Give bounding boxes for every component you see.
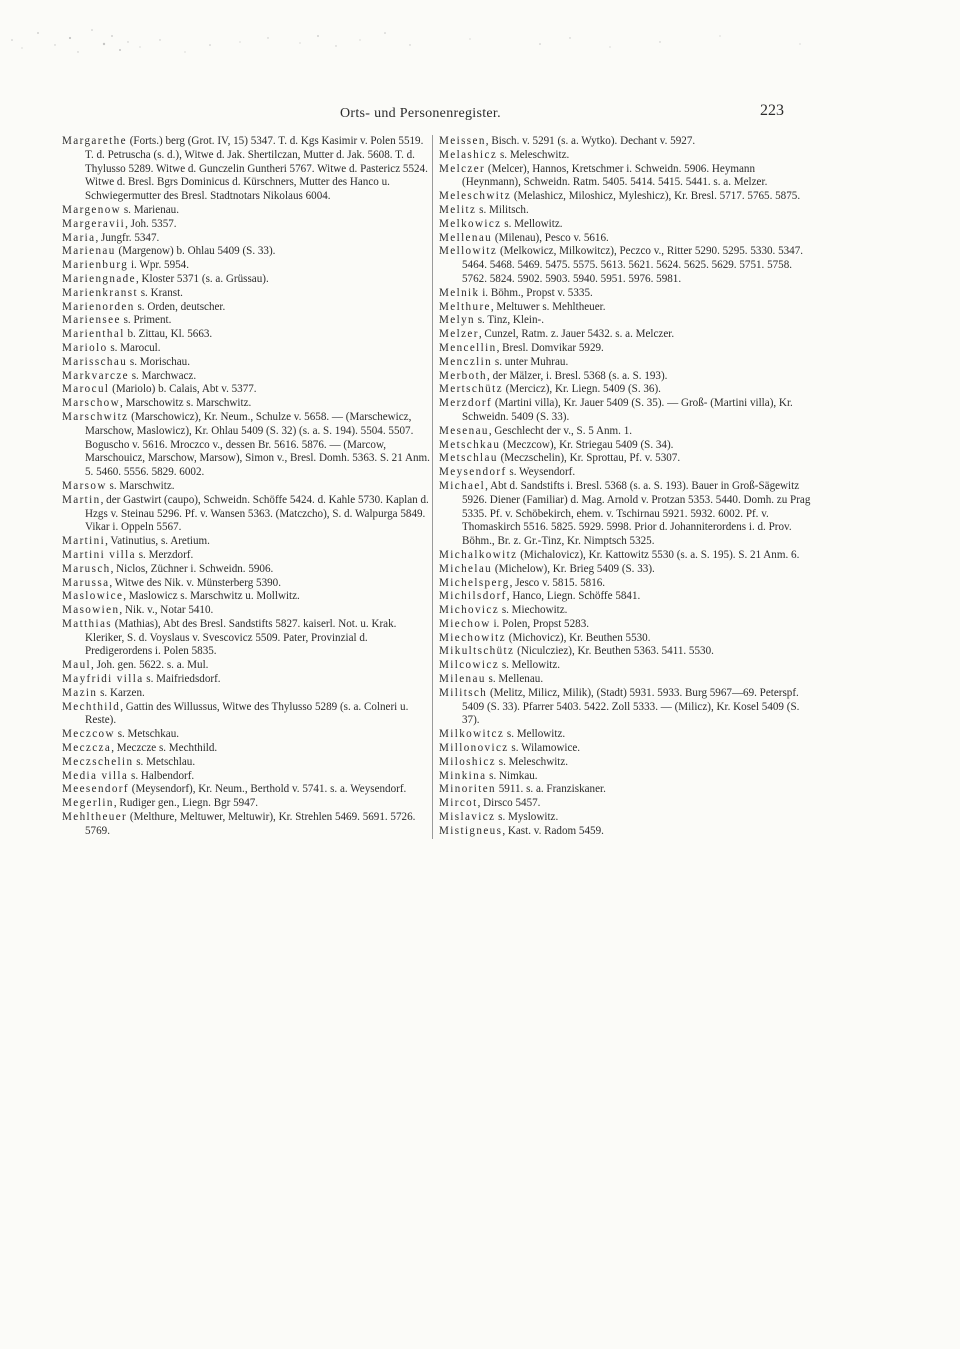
entry-headword: Michilsdorf [439, 590, 507, 603]
register-entry [439, 742, 814, 756]
entry-text: (Michelow), Kr. Brieg 5409 (S. 33). [492, 562, 655, 575]
entry-text: , Witwe des Nik. v. Münsterberg 5390. [109, 576, 281, 589]
register-entry [439, 342, 814, 356]
entry-headword: Michalkowitz [439, 548, 518, 561]
register-entry [439, 149, 814, 163]
entry-headword: Michelsperg [439, 576, 510, 589]
entry-text: , Maslowicz s. Marschwitz u. Mollwitz. [123, 590, 300, 603]
register-entry [439, 425, 814, 439]
entry-text: s. Nimkau. [486, 769, 538, 782]
entry-headword: Marocul [62, 383, 110, 396]
entry-text: s. Orden, deutscher. [134, 300, 226, 313]
entry-text: , Marschowitz s. Marschwitz. [120, 397, 252, 410]
register-entry [439, 397, 814, 425]
register-entry [62, 370, 434, 384]
register-entry [62, 811, 434, 839]
register-entry [439, 797, 814, 811]
register-entry [62, 577, 434, 591]
entry-text: 5911. s. a. Franziskaner. [495, 783, 606, 796]
entry-headword: Michelau [439, 562, 493, 575]
entry-text: s. Halbendorf. [128, 769, 195, 782]
register-entry [62, 687, 434, 701]
register-entry [62, 549, 434, 563]
entry-text: s. Kranst. [137, 286, 183, 299]
entry-headword: Meczschelin [62, 755, 134, 768]
entry-headword: Michael [439, 479, 486, 492]
entry-text: , Meltuwer s. Mehltheuer. [490, 300, 606, 313]
entry-headword: Margarethe [62, 135, 127, 147]
running-title: Orts- und Personenregister. [340, 106, 501, 121]
entry-headword: Mesenau [439, 424, 489, 437]
register-entry [62, 728, 434, 742]
register-entry [439, 770, 814, 784]
entry-headword: Meleschwitz [439, 190, 512, 203]
page-header [0, 102, 960, 128]
entry-text: (Michalovicz), Kr. Kattowitz 5530 (s. a. S. 195). S. 21 Anm. 6. [517, 548, 800, 561]
register-entry [439, 163, 814, 191]
register-entry [62, 314, 434, 328]
entry-text: , der Gastwirt (caupo), Schweidn. Schöffe 5424. d. Kahle 5730. Kaplan d. Hzgs v. Steinau 5296. Pf. v. Wansen 5363. (Matczcho), S. d. Walpurga 5849. Vikar i. Oppeln 5567. [85, 493, 429, 534]
entry-text: (Meysendorf), Kr. Neum., Berthold v. 5741. s. a. Weysendorf. [128, 783, 407, 796]
entry-headword: Melitz [439, 203, 477, 216]
register-entry [62, 563, 434, 577]
entry-headword: Mariolo [62, 341, 108, 354]
register-entry [62, 287, 434, 301]
entry-headword: Melczer [439, 162, 486, 175]
register-entry [62, 618, 434, 659]
register-entry [62, 245, 434, 259]
entry-headword: Milkowitcz [439, 728, 505, 741]
entry-headword: Marienthal [62, 328, 125, 341]
entry-text: (Meczcow), Kr. Striegau 5409 (S. 34). [500, 438, 674, 451]
register-entry [62, 218, 434, 232]
entry-text: , Vatinutius, s. Aretium. [105, 535, 210, 548]
entry-headword: Michovicz [439, 604, 500, 617]
page-number: 223 [760, 102, 784, 119]
entry-text: (Meczschelin), Kr. Sprottau, Pf. v. 5307. [497, 452, 681, 465]
register-entry [62, 756, 434, 770]
register-entry [62, 604, 434, 618]
entry-text: s. Tinz, Klein-. [474, 314, 545, 327]
entry-text: s. Mellowitz. [499, 659, 561, 672]
entry-text: , Cunzel, Ratm. z. Jauer 5432. s. a. Melczer. [478, 328, 675, 341]
entry-text: , Gattin des Willussus, Witwe des Thylusso 5289 (s. a. Colneri u. Reste). [85, 700, 409, 727]
entry-headword: Margenow [62, 203, 122, 216]
entry-text: , Geschlecht der v., S. 5 Anm. 1. [488, 424, 633, 437]
register-entry [439, 645, 814, 659]
entry-headword: Melyn [439, 314, 475, 327]
entry-headword: Melthure [439, 300, 491, 313]
entry-text: s. Mellowitz. [504, 728, 566, 741]
entry-text: s. Miechowitz. [499, 604, 568, 617]
entry-text: (Michovicz), Kr. Beuthen 5530. [506, 631, 651, 644]
entry-text: (Melthure, Meltuwer, Meltuwir), Kr. Strehlen 5469. 5691. 5726. 5769. [85, 811, 416, 837]
entry-text: (Milenau), Pesco v. 5616. [492, 231, 609, 244]
entry-text: s. Karzen. [97, 686, 145, 699]
register-entry [439, 356, 814, 370]
entry-headword: Marussa [62, 576, 110, 589]
register-entry [62, 135, 434, 204]
entry-text: , Joh. 5357. [125, 217, 177, 230]
register-entry [62, 770, 434, 784]
entry-text: s. Mellowitz. [501, 217, 563, 230]
entry-text: i. Böhm., Propst v. 5335. [479, 286, 593, 299]
register-entry [62, 783, 434, 797]
entry-text: i. Wpr. 5954. [128, 259, 189, 272]
entry-headword: Mircot [439, 797, 478, 810]
entry-headword: Melnik [439, 286, 480, 299]
entry-headword: Merzdorf [439, 397, 493, 410]
register-entry [439, 439, 814, 453]
register-entry [439, 687, 814, 728]
register-entry [439, 245, 814, 286]
register-entry [439, 135, 814, 149]
entry-text: , Joh. gen. 5622. s. a. Mul. [91, 659, 209, 672]
entry-headword: Miechow [439, 617, 491, 630]
register-entry [439, 590, 814, 604]
entry-headword: Meczcza [62, 742, 112, 755]
entry-headword: Meysendorf [439, 466, 507, 479]
entry-text: s. Marienau. [121, 203, 179, 216]
entry-text: , Dirsco 5457. [477, 797, 541, 810]
entry-text: , Bresl. Domvikar 5929. [496, 341, 604, 354]
register-entry [62, 356, 434, 370]
entry-headword: Mehltheuer [62, 811, 128, 824]
register-entry [439, 659, 814, 673]
entry-text: (Mariolo) b. Calais, Abt v. 5377. [109, 383, 257, 396]
register-entry [62, 535, 434, 549]
entry-headword: Masowien [62, 604, 120, 617]
entry-headword: Melashicz [439, 148, 498, 161]
entry-headword: Mellowitz [439, 245, 498, 258]
entry-text: s. Weysendorf. [506, 466, 576, 479]
entry-headword: Miechowitz [439, 631, 506, 644]
register-entry [62, 411, 434, 480]
entry-headword: Marisschau [62, 355, 128, 368]
entry-headword: Martin [62, 493, 101, 506]
entry-text: (Niculcziez), Kr. Beuthen 5363. 5411. 5530. [514, 645, 714, 658]
register-entry [439, 301, 814, 315]
entry-text: , Kast. v. Radom 5459. [502, 824, 604, 837]
register-entry [439, 466, 814, 480]
register-entry [62, 797, 434, 811]
entry-headword: Minoriten [439, 783, 496, 796]
entry-headword: Milenau [439, 673, 486, 686]
register-entry [439, 563, 814, 577]
register-entry [62, 204, 434, 218]
register-entry [62, 259, 434, 273]
register-entry [439, 783, 814, 797]
register-entry [62, 590, 434, 604]
register-entry [439, 232, 814, 246]
register-entry [439, 728, 814, 742]
register-entry [439, 632, 814, 646]
entry-text: i. Polen, Propst 5283. [490, 617, 590, 630]
register-entry [439, 370, 814, 384]
register-entry [439, 204, 814, 218]
register-entry [439, 549, 814, 563]
entry-headword: Margeravii [62, 217, 126, 230]
register-entry [439, 825, 814, 839]
entry-text: s. Marchwacz. [128, 369, 197, 382]
entry-headword: Matthias [62, 617, 113, 630]
register-entry [439, 604, 814, 618]
entry-headword: Menczlin [439, 355, 493, 368]
register-entry [62, 397, 434, 411]
entry-text: (Melitz, Milicz, Milik), (Stadt) 5931. 5933. Burg 5967—69. Peterspf. 5409 (S. 33). Pfarrer 5403. 5422. Zoll 5333. — (Milicz), Kr. Kosel 5409 (S. 37). [462, 686, 800, 727]
entry-headword: Mariengnade [62, 272, 136, 285]
entry-headword: Megerlin [62, 797, 114, 810]
scan-noise-speckles [0, 0, 960, 70]
register-entry [439, 452, 814, 466]
register-entry [439, 218, 814, 232]
entry-headword: Media villa [62, 769, 129, 782]
entry-text: s. Wilamowice. [508, 742, 581, 755]
entry-text: s. unter Muhrau. [492, 355, 569, 368]
entry-headword: Marschow [62, 397, 121, 410]
entry-text: s. Militsch. [476, 203, 529, 216]
entry-headword: Meissen [439, 135, 486, 147]
entry-text: s. Merzdorf. [135, 548, 194, 561]
entry-headword: Mayfridi villa [62, 673, 144, 686]
entry-headword: Martini [62, 535, 106, 548]
entry-text: , Abt d. Sandstifts i. Bresl. 5368 (s. a. S. 193). Bauer in Groß-Sägewitz 5926. Diener (Familiar) d. Mag. Arnold v. Protzan 5353. 5440. Domh. zu Prag 5335. Pf. v. Schöbekirch, ehem. v. Tschirnau 5921. 5932. 6002. Pf. v. Thomaskirch 5516. 5825. 5929. 5998. Prior d. Johanniterordens i. d. Prov. Böhm., Br. z. Gr.-Tinz, Kr. Nimptsch 5325. [462, 479, 811, 548]
entry-headword: Mencellin [439, 341, 497, 354]
entry-text: s. Priment. [120, 314, 172, 327]
entry-headword: Martini villa [62, 548, 136, 561]
register-entry [439, 673, 814, 687]
entry-headword: Maria [62, 231, 96, 244]
entry-headword: Militsch [439, 686, 488, 699]
entry-headword: Mechthild [62, 700, 121, 713]
entry-text: s. Marschwitz. [106, 479, 175, 492]
entry-text: (Mercicz), Kr. Liegn. 5409 (S. 36). [502, 383, 661, 396]
entry-headword: Mistigneus [439, 824, 503, 837]
entry-headword: Maul [62, 659, 92, 672]
entry-headword: Minkina [439, 769, 487, 782]
entry-text: (Melcer), Hannos, Kretschmer i. Schweidn. 5906. Heymann (Heynmann), Schweidn. Ratm. 5405. 5414. 5415. 5441. s. a. Melzer. [462, 162, 768, 189]
entry-headword: Miloshicz [439, 755, 496, 768]
register-entry [62, 383, 434, 397]
entry-headword: Marienkranst [62, 286, 138, 299]
entry-headword: Millonovicz [439, 742, 509, 755]
entry-text: s. Metschlau. [133, 755, 196, 768]
register-entry [439, 577, 814, 591]
entry-text: (Melkowicz, Milkowitcz), Peczco v., Ritter 5290. 5295. 5330. 5347. 5464. 5468. 5469. 5475. 5575. 5613. 5621. 5624. 5625. 5629. 5751. 5758. 5762. 5824. 5902. 5903. 5940. 5951. 5976. 5981. [462, 245, 804, 285]
entry-headword: Mazin [62, 686, 98, 699]
entry-text: s. Maifriedsdorf. [143, 673, 221, 686]
register-entry [62, 494, 434, 535]
register-entry [439, 480, 814, 549]
register-entry [62, 273, 434, 287]
entry-headword: Marienau [62, 245, 116, 258]
register-entry [439, 756, 814, 770]
entry-headword: Marienorden [62, 300, 135, 313]
entry-text: , Nik. v., Notar 5410. [119, 604, 214, 617]
entry-text: , Hanco, Liegn. Schöffe 5841. [506, 590, 641, 603]
register-entry [439, 328, 814, 342]
entry-text: s. Morischau. [127, 355, 190, 368]
register-entry [439, 383, 814, 397]
entry-headword: Melzer [439, 328, 479, 341]
entry-text: s. Mellenau. [485, 673, 544, 686]
register-entry [62, 232, 434, 246]
register-entry [62, 673, 434, 687]
entry-text: s. Metschkau. [114, 728, 180, 741]
entry-headword: Mellenau [439, 231, 493, 244]
entry-text: , Meczcze s. Mechthild. [111, 742, 218, 755]
entry-text: , Niclos, Züchner i. Schweidn. 5906. [110, 562, 274, 575]
entry-headword: Marsow [62, 479, 107, 492]
register-entry [439, 618, 814, 632]
register-entry [62, 742, 434, 756]
entry-text: , Rudiger gen., Liegn. Bgr 5947. [113, 797, 259, 810]
entry-headword: Melkowicz [439, 217, 502, 230]
entry-text: (Mathias), Abt des Bresl. Sandstifts 5827. kaiserl. Not. u. Krak. Kleriker, S. d. Voyslaus v. Svescovicz 5509. Pater, Provinzial d. Predigerordens i. Polen 5835. [85, 617, 397, 658]
register-entry [62, 480, 434, 494]
entry-text: (Forts.) berg (Grot. IV, 15) 5347. T. d. Kgs Kasimir v. Polen 5519. T. d. Petruscha (s. d.), Witwe d. Jak. Shertilczan, Mutter d. Jak. 5608. T. d. Thylusso 5289. Witwe d. Gunczelin Guntheri 5767. Witwe d. Pastericz 5524. Witwe d. Bresl. Bgrs Dominicus d. Kürschners, Mutter des Hanco u. Schwiegermutter des Bresl. Stadtnotars Nikolaus 6004. [85, 135, 428, 203]
register-entry [439, 287, 814, 301]
register-entry [62, 342, 434, 356]
entry-headword: Metschlau [439, 452, 498, 465]
entry-text: s. Meleschwitz. [497, 148, 570, 161]
entry-text: , der Mälzer, i. Bresl. 5368 (s. a. S. 193). [487, 369, 668, 382]
entry-headword: Mariensee [62, 314, 121, 327]
register-entry [439, 314, 814, 328]
right-column [432, 135, 814, 839]
register-entry [62, 659, 434, 673]
entry-headword: Marusch [62, 562, 111, 575]
register-entry [62, 301, 434, 315]
entry-text: , Kloster 5371 (s. a. Grüssau). [135, 272, 269, 285]
entry-text: s. Myslowitz. [495, 811, 559, 824]
entry-headword: Mislavicz [439, 811, 496, 824]
entry-text: s. Marocul. [107, 341, 161, 354]
register-entry [439, 811, 814, 825]
entry-text: s. Meleschwitz. [495, 755, 569, 768]
entry-headword: Maslowice [62, 590, 124, 603]
entry-headword: Mikultschütz [439, 645, 515, 658]
entry-headword: Metschkau [439, 438, 501, 451]
entry-headword: Mertschütz [439, 383, 503, 396]
entry-text: b. Zittau, Kl. 5663. [124, 328, 213, 341]
entry-headword: Markvarcze [62, 369, 129, 382]
entry-headword: Marienburg [62, 259, 129, 272]
register-entry [62, 328, 434, 342]
entry-headword: Merboth [439, 369, 488, 382]
entry-text: , Bisch. v. 5291 (s. a. Wytko). Dechant v. 5927. [485, 135, 696, 147]
entry-headword: Marschwitz [62, 410, 129, 423]
register-entry [439, 190, 814, 204]
entry-headword: Meesendorf [62, 783, 129, 796]
entry-headword: Meczcow [62, 728, 115, 741]
left-column [62, 135, 434, 839]
entry-text: (Melashicz, Miloshicz, Myleshicz), Kr. Bresl. 5717. 5765. 5875. [511, 190, 801, 203]
entry-text: (Martini villa), Kr. Jauer 5409 (S. 35). — Groß- (Martini villa), Kr. Schweidn. 5409 (S. 33). [462, 397, 793, 423]
entry-headword: Milcowicz [439, 659, 500, 672]
register-entry [62, 701, 434, 729]
entry-text: , Jesco v. 5815. 5816. [509, 576, 606, 589]
entry-text: (Marschowicz), Kr. Neum., Schulze v. 5658. — (Marschewicz, Marschow, Maslowicz), Kr. Ohlau 5409 (S. 32) (s. a. S. 194). 5504. 5507. Boguscho v. 5616. Mroczco v., dessen Br. 5616. 5876. — (Marcow, Marschouicz, Marschow, Marsow), Simon v., Bresl. Domh. 5363. S. 21 Anm. 5. 5460. 5556. 5829. 6002. [85, 410, 430, 479]
entry-text: , Jungfr. 5347. [95, 231, 160, 244]
entry-text: (Margenow) b. Ohlau 5409 (S. 33). [115, 245, 276, 258]
